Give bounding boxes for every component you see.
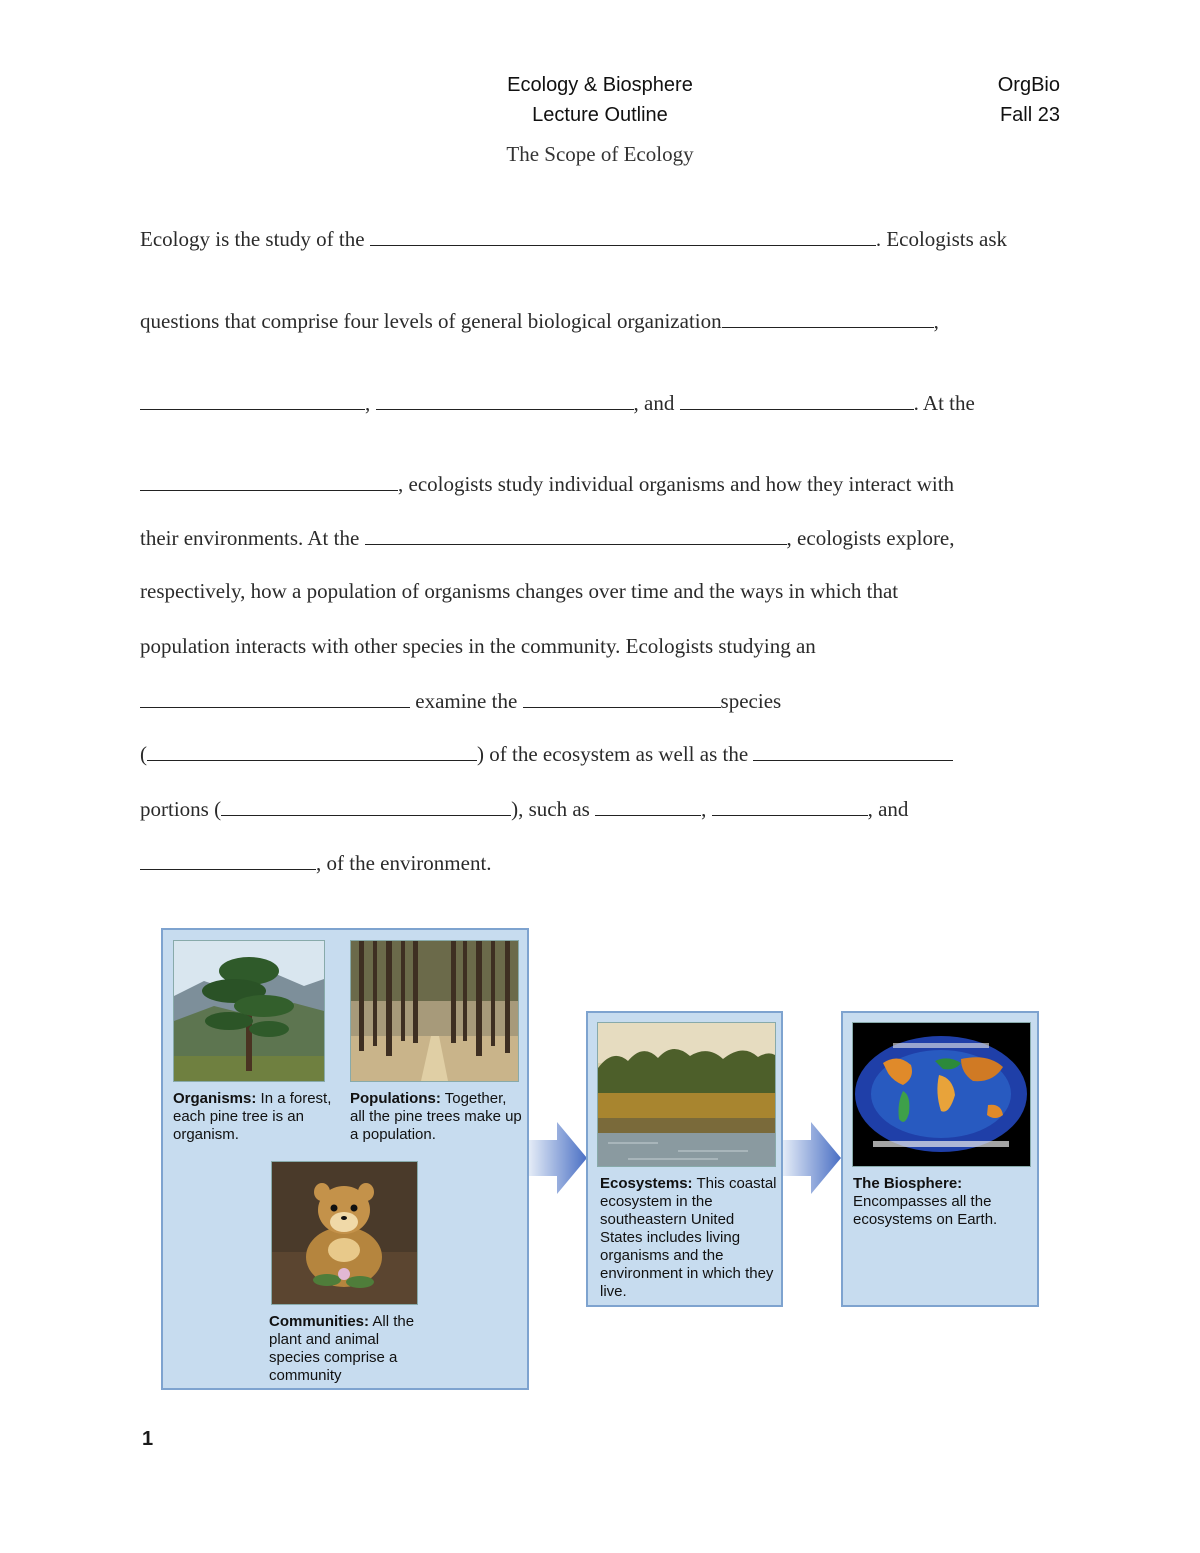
biosphere-caption-title: The Biosphere:: [853, 1175, 963, 1192]
body-line-10: [140, 795, 908, 822]
text-fragment: Ecology is the study of the: [140, 227, 370, 251]
organisms-caption-text: In a forest, each pine tree is an organism.: [173, 1090, 332, 1143]
communities-caption-text: All the plant and animal species comprise a community: [269, 1313, 415, 1384]
fill-blank[interactable]: [365, 524, 787, 545]
biosphere-caption: [853, 1175, 1033, 1229]
document-header: [400, 70, 800, 130]
text-fragment: questions that comprise four levels of general biological organization: [140, 309, 722, 333]
course-info: [960, 70, 1060, 130]
course-name: OrgBio: [997, 74, 1060, 96]
document-subtitle-label: Lecture Outline: [532, 104, 668, 126]
body-line-2: [140, 307, 939, 334]
figure-panel-ecosystems: [586, 1011, 783, 1307]
pine-tree-photo: [173, 940, 325, 1082]
fill-blank[interactable]: [221, 795, 511, 816]
populations-caption-title: Populations:: [350, 1090, 441, 1107]
fill-blank[interactable]: [140, 470, 398, 491]
text-fragment: (: [140, 742, 147, 766]
body-line-3: [140, 389, 975, 416]
fill-blank[interactable]: [140, 849, 316, 870]
body-line-4: [140, 470, 954, 497]
course-term: Fall 23: [999, 104, 1060, 126]
body-line-8: [140, 687, 781, 714]
text-fragment: portions (: [140, 797, 222, 821]
text-fragment: , and: [867, 797, 909, 821]
body-line-1: [140, 225, 1007, 252]
right-arrow-icon: [783, 1122, 841, 1194]
body-line-5: [140, 524, 955, 551]
marten-photo: [271, 1161, 418, 1305]
text-fragment: ) of the ecosystem as well as the: [477, 742, 754, 766]
fill-blank[interactable]: [523, 687, 721, 708]
text-fragment: examine the: [410, 689, 523, 713]
body-line-6: respectively, how a population of organisms changes over time and the ways in which that: [140, 579, 899, 603]
text-fragment: , and: [633, 391, 680, 415]
biosphere-caption-text: Encompasses all the ecosystems on Earth.: [853, 1193, 998, 1228]
body-line-9: [140, 740, 953, 767]
figure-panel-biosphere: [841, 1011, 1039, 1307]
earth-map-photo: [852, 1022, 1031, 1167]
section-title: The Scope of Ecology: [506, 142, 694, 166]
body-line-7: population interacts with other species in the community. Ecologists studying an: [140, 634, 816, 658]
communities-caption-title: Communities:: [269, 1313, 370, 1330]
organisms-caption-title: Organisms:: [173, 1090, 257, 1107]
text-fragment: , ecologists explore,: [786, 526, 955, 550]
text-fragment: ), such as: [511, 797, 596, 821]
figure-panel-organisms-populations-communities: [161, 928, 529, 1390]
organisms-caption: [173, 1090, 333, 1144]
fill-blank[interactable]: [595, 795, 701, 816]
ecosystems-caption-text: This coastal ecosystem in the southeastern United States includes living organisms and the environment in which they live.: [600, 1175, 777, 1300]
populations-caption: [350, 1090, 522, 1144]
pine-forest-photo: [350, 940, 519, 1082]
communities-caption: [269, 1313, 429, 1385]
text-fragment: ,: [365, 391, 376, 415]
text-fragment: ,: [701, 797, 712, 821]
body-line-11: [140, 849, 492, 876]
page-number: 1: [142, 1428, 154, 1450]
populations-caption-text: Together, all the pine trees make up a population.: [350, 1090, 522, 1143]
text-fragment: , ecologists study individual organisms and how they interact with: [398, 472, 955, 496]
text-fragment: , of the environment.: [316, 851, 492, 875]
text-fragment: ,: [933, 309, 939, 333]
fill-blank[interactable]: [140, 687, 410, 708]
ecosystems-caption: [600, 1175, 778, 1301]
text-fragment: species: [720, 689, 782, 713]
fill-blank[interactable]: [722, 307, 934, 328]
fill-blank[interactable]: [147, 740, 477, 761]
coastal-ecosystem-photo: [597, 1022, 776, 1167]
fill-blank[interactable]: [140, 389, 365, 410]
fill-blank[interactable]: [370, 225, 876, 246]
fill-blank[interactable]: [753, 740, 953, 761]
fill-blank[interactable]: [680, 389, 914, 410]
text-fragment: . Ecologists ask: [875, 227, 1008, 251]
right-arrow-icon: [529, 1122, 587, 1194]
text-fragment: . At the: [913, 391, 975, 415]
document-title: Ecology & Biosphere: [507, 74, 693, 96]
fill-blank[interactable]: [712, 795, 868, 816]
text-fragment: their environments. At the: [140, 526, 365, 550]
fill-blank[interactable]: [376, 389, 634, 410]
ecosystems-caption-title: Ecosystems:: [600, 1175, 693, 1192]
